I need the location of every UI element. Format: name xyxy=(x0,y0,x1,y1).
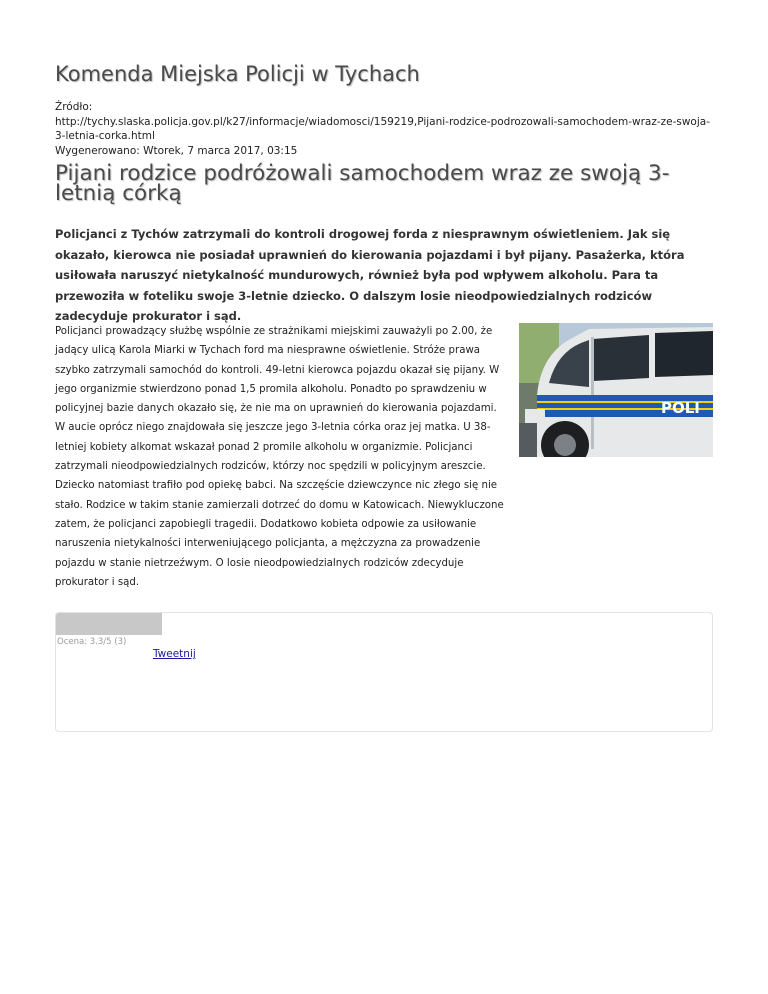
rating-text: Ocena: 3.3/5 (3) xyxy=(57,637,127,647)
tweet-link[interactable]: Tweetnij xyxy=(153,648,196,660)
source-url: http://tychy.slaska.policja.gov.pl/k27/informacje/wiadomosci/159219,Pijani-rodzice-podrozowali-samochodem-wraz-ze-swoja-3-letnia-corka.html xyxy=(55,115,710,142)
police-van-photo xyxy=(519,323,713,457)
article-body: Policjanci prowadzący służbę wspólnie ze strażnikami miejskimi zauważyli po 2.00, że jadący ulicą Karola Miarki w Tychach ford ma niesprawne oświetlenie. Stróże prawa szybko zatrzymali samochód do kontroli. 49-letni kierowca pojazdu okazał się pijany. W jego organizmie stwierdzono ponad 1,5 promila alkoholu. Ponadto po sprawdzeniu w policyjnej bazie danych okazało się, że nie ma on uprawnień do kierowania pojazdami. W aucie oprócz niego znajdowała się jeszcze jego 3-letnia córka oraz jej matka. U 38-letniej kobiety alkomat wskazał ponad 2 promile alkoholu w organizmie. Policjanci zatrzymali nieodpowiedzialnych rodziców, którzy noc spędzili w policyjnym areszcie. Dziecko natomiast trafiło pod opiekę babci. Na szczęście dziewczynce nic złego się nie stało. Rodzice w takim stanie zamierzali dotrzeć do domu w Katowicach. Niewykluczone zatem, że policjanci zapobiegli tragedii. Dodatkowo kobieta odpowie za usiłowanie naruszenia nietykalności interweniującego policjanta, a mężczyzna za prowadzenie pojazdu w stanie nietrzeźwym. O losie nieodpowiedzialnych rodziców zdecyduje prokurator i sąd. xyxy=(55,326,504,588)
source-meta xyxy=(55,100,715,158)
police-van-image xyxy=(519,323,713,457)
rating-box xyxy=(55,612,713,732)
van-lettering: POLI xyxy=(661,399,700,417)
rating-bar[interactable] xyxy=(56,613,162,635)
article-title: Pijani rodzice podróżowali samochodem wraz ze swoją 3-letnią córką xyxy=(55,161,670,206)
site-title: Komenda Miejska Policji w Tychach xyxy=(55,62,420,86)
generated-date: Wygenerowano: Wtorek, 7 marca 2017, 03:15 xyxy=(55,144,298,157)
source-label: Źródło: xyxy=(55,101,93,113)
article-lead: Policjanci z Tychów zatrzymali do kontroli drogowej forda z niesprawnym oświetleniem. Jak się okazało, kierowca nie posiadał uprawnień do kierowania pojazdami i był pijany. Pasażerka, która usiłowała naruszyć nietykalność mundurowych, również była pod wpływem alkoholu. Para ta przewoziła w foteliku swoje 3-letnie dziecko. O dalszym losie nieodpowiedzialnych rodziców zadecyduje prokurator i sąd. xyxy=(55,227,685,323)
